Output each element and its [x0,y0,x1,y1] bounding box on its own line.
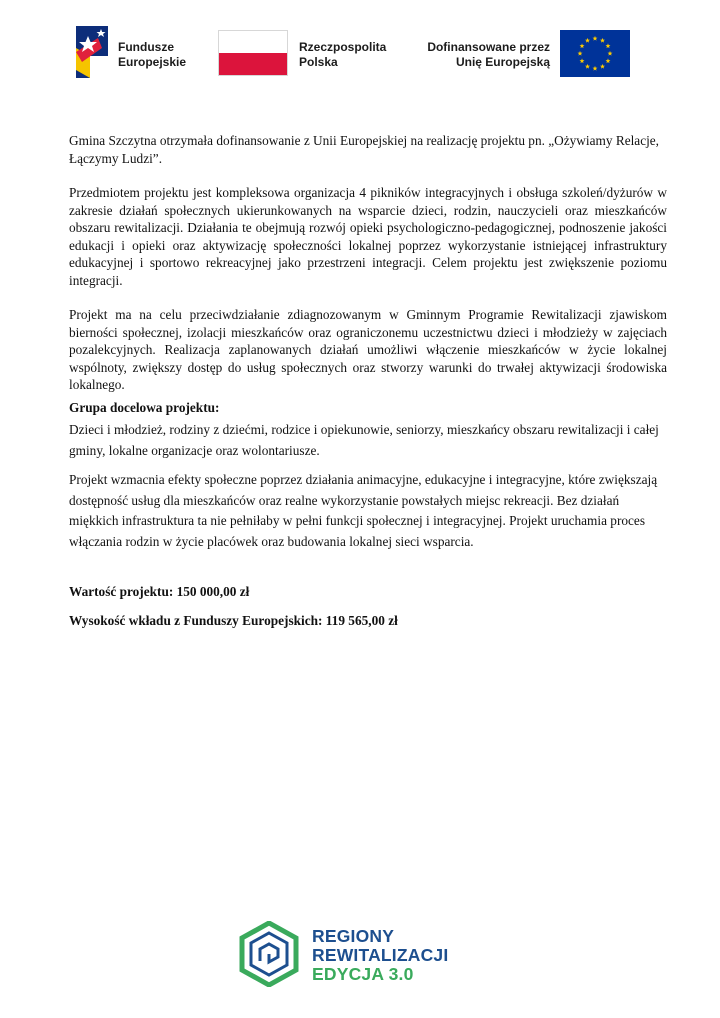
eu-star-icon [606,43,611,48]
eu-star-icon [593,66,598,71]
footer-logo-line3: EDYCJA 3.0 [312,964,414,984]
eu-stars-icon [560,30,630,77]
eu-star-icon [585,64,590,69]
poland-label [299,40,386,70]
regiony-rewitalizacji-wordmark [312,927,448,984]
project-value: Wartość projektu: 150 000,00 zł [69,584,250,599]
eu-star-icon [580,58,585,63]
eu-star-icon [608,51,613,56]
target-group-paragraph: Dzieci i młodzież, rodziny z dziećmi, rodzice i opiekunowie, seniorzy, mieszkańcy obszaru rewitalizacji i całej gminy, lokalne organizacje oraz wolontariusze. [69,422,659,458]
european-funds-mark-icon [76,22,112,82]
poland-flag-icon [218,30,288,76]
eu-cofunded-line2: Unię Europejską [455,55,550,69]
intro-paragraph: Gmina Szczytna otrzymała dofinansowanie z Unii Europejskiej na realizację projektu pn. „Ożywiamy Relacje, Łączymy Ludzi”. [69,133,660,166]
document-body [69,132,667,640]
eu-cofunded-line1: Dofinansowane przez [427,40,550,54]
effects-paragraph: Projekt wzmacnia efekty społeczne poprzez działania animacyjne, edukacyjne i integracyjne, które zwiększają dostępność usług dla mieszkańców oraz realne wykorzystanie powstałych miejsc rekreacji. Bez działań miękkich infrastruktura ta nie pełniłaby w pełni funkcji społecznej i integracyjnej. Projekt uruchamia proces włączania rodzin w życie placówek oraz budowania lokalnej sieci wsparcia. [69,472,658,549]
footer-logo-line1: REGIONY [312,926,395,946]
eu-star-icon [585,38,590,43]
description-paragraph: Przedmiotem projektu jest kompleksowa organizacja 4 pikników integracyjnych i obsługa szkoleń/dyżurów w zakresie działań społecznych ukierunkowanych na wsparcie dzieci, rodzin, nauczycieli oraz mieszkańców obszaru rewitalizacji. Działania te obejmują rozwój opieki psychologiczno-pedagogicznej, podnoszenie jakości edukacji i opieki oraz aktywizację społeczności lokalnej poprzez wykorzystanie istniejącej infrastruktury edukacyjnej i sportowo rekreacyjnej jako przestrzeni integracji. Celem projektu jest zwiększenie poziomu integracji. [69,185,667,288]
poland-line2: Polska [299,55,338,69]
eu-star-icon [593,36,598,41]
eu-cofunded-label [410,40,550,70]
european-funds-label [118,40,186,70]
goal-paragraph: Projekt ma na celu przeciwdziałanie zdiagnozowanym w Gminnym Programie Rewitalizacji zjawiskom bierności społecznej, izolacji mieszkańców oraz ograniczonemu uczestnictwu dzieci i młodzieży w zajęciach pozalekcyjnych. Realizacja zaplanowanych działań umożliwi włączenie mieszkańców w życie lokalnej wspólnoty, zwiększy dostęp do usług społecznych oraz stworzy warunki do trwałej aktywizacji środowiska lokalnego. [69,307,667,392]
european-funds-logo [76,22,201,82]
regiony-rewitalizacji-mark-icon [238,921,300,987]
target-group-heading: Grupa docelowa projektu: [69,399,220,415]
european-funds-line2: Europejskie [118,55,187,69]
eu-star-icon [580,43,585,48]
eu-flag-icon [560,30,630,77]
eu-star-icon [600,38,605,43]
eu-star-icon [578,51,583,56]
eu-contribution-value: Wysokość wkładu z Funduszy Europejskich: 119 565,00 zł [69,612,398,628]
poland-line1: Rzeczpospolita [299,40,387,54]
header-logo-bar [76,22,636,82]
regiony-rewitalizacji-logo [238,915,488,995]
footer-logo-line2: REWITALIZACJI [312,945,449,965]
eu-star-icon [606,58,611,63]
eu-star-icon [600,64,605,69]
european-funds-line1: Fundusze [118,40,174,54]
